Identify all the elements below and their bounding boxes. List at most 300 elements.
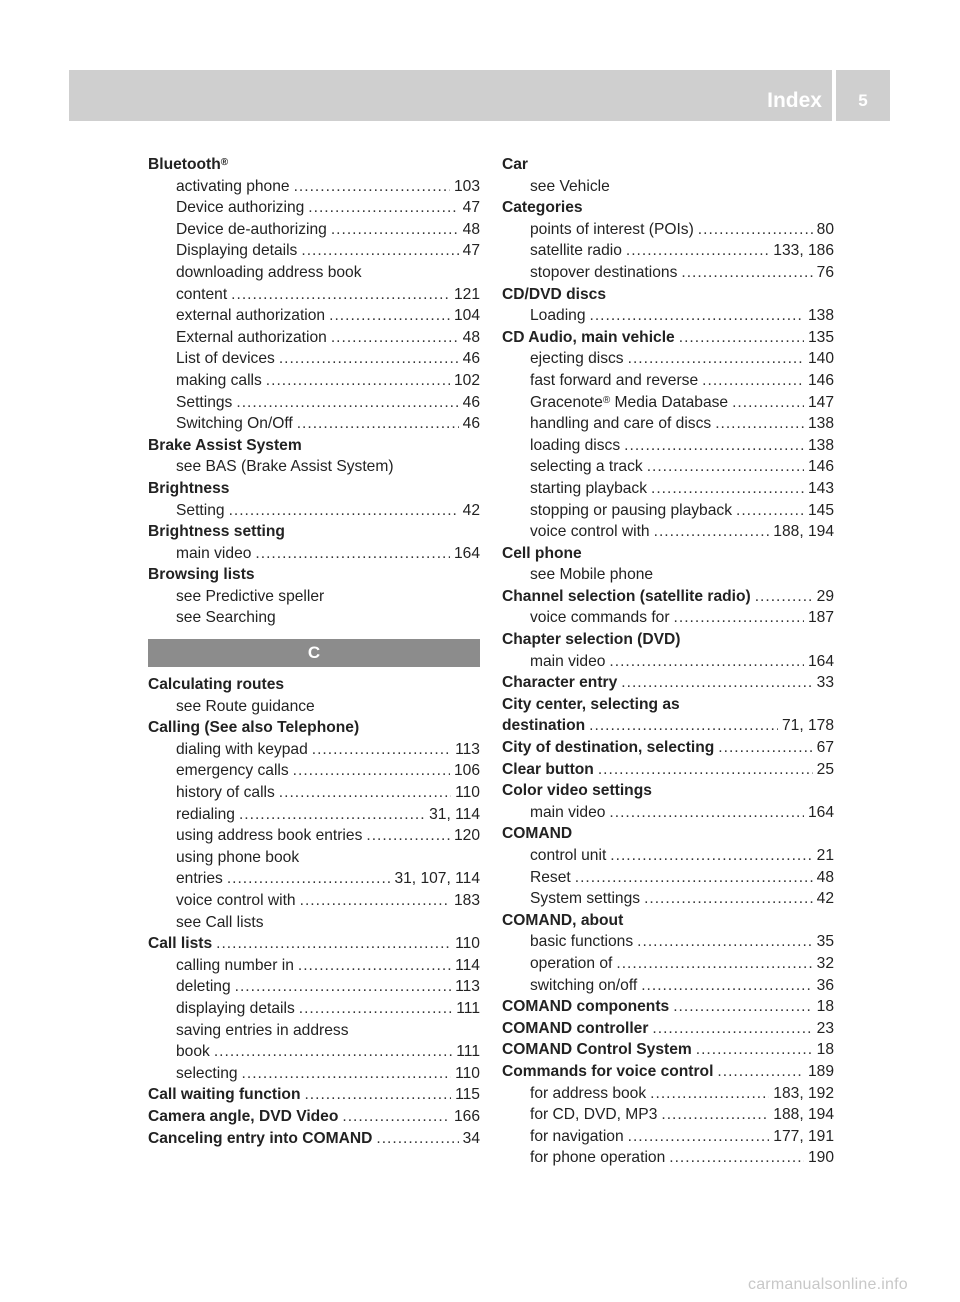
- entry-label: [530, 607, 670, 629]
- dot-leader: [609, 802, 804, 824]
- entry-text: CD Audio, main vehicle: [502, 328, 675, 346]
- index-subentry: [148, 760, 480, 782]
- page-reference: 110: [455, 935, 480, 953]
- index-entry: [148, 933, 480, 955]
- dot-leader: [331, 327, 459, 349]
- index-term: [502, 823, 834, 845]
- entry-text: Reset: [530, 868, 571, 886]
- index-subentry: [148, 586, 480, 608]
- entry-label: Cell phone: [502, 544, 582, 562]
- page-reference: 164: [807, 652, 834, 670]
- entry-text: Setting: [176, 501, 225, 519]
- index-subentry: [502, 305, 834, 327]
- index-subentry: [502, 262, 834, 284]
- entry-text: Gracenote: [530, 393, 603, 411]
- index-subentry: [502, 456, 834, 478]
- dot-leader: [661, 1104, 769, 1126]
- entry-label: Calling (See also Telephone): [148, 719, 360, 737]
- page-reference: 140: [807, 350, 834, 368]
- dot-leader: [300, 890, 450, 912]
- dot-leader: [616, 953, 812, 975]
- entry-label: [530, 888, 640, 910]
- index-subentry: [148, 197, 480, 219]
- entry-text: control unit: [530, 847, 607, 864]
- entry-label: [530, 1083, 646, 1105]
- index-subentry: [148, 868, 480, 890]
- entry-label: [148, 1106, 338, 1128]
- section-header: C: [148, 639, 480, 667]
- index-column-right: [502, 154, 834, 1169]
- entry-label: COMAND, about: [502, 911, 624, 929]
- index-entry: [502, 1018, 834, 1040]
- entry-label: [176, 804, 235, 826]
- index-entry: [502, 759, 834, 781]
- entry-label: [176, 348, 275, 370]
- entry-label: [176, 739, 308, 761]
- entry-text: Displaying details: [176, 242, 298, 260]
- dot-leader: [575, 867, 813, 889]
- dot-leader: [239, 804, 425, 826]
- page-reference: 25: [816, 760, 834, 778]
- index-subentry: [148, 976, 480, 998]
- index-entry: [502, 586, 834, 608]
- index-subentry: [148, 825, 480, 847]
- entry-text: Clear button: [502, 760, 594, 778]
- entry-text: activating phone: [176, 177, 290, 195]
- index-subentry: [148, 327, 480, 349]
- dot-leader: [755, 586, 813, 608]
- entry-label: [530, 305, 586, 327]
- entry-text: ejecting discs: [530, 350, 624, 368]
- entry-text: operation of: [530, 954, 613, 972]
- index-subentry: [148, 456, 480, 478]
- entry-label: see Call lists: [176, 913, 264, 931]
- dot-leader: [698, 219, 813, 241]
- page-reference: 146: [807, 458, 834, 476]
- entry-text: COMAND components: [502, 998, 670, 1016]
- page-reference: 189: [807, 1062, 834, 1080]
- page-reference: 110: [455, 1064, 480, 1082]
- index-subentry: [502, 1147, 834, 1169]
- entry-label: [530, 262, 677, 284]
- entry-label: [530, 1126, 624, 1148]
- index-subentry: [502, 521, 834, 543]
- index-subentry: [148, 1020, 480, 1042]
- entry-label: [502, 1018, 648, 1040]
- entry-text: stopping or pausing playback: [530, 501, 732, 519]
- entry-label: [176, 955, 294, 977]
- entry-text: dialing with keypad: [176, 740, 308, 758]
- dot-leader: [654, 521, 770, 543]
- dot-leader: [293, 760, 450, 782]
- dot-leader: [297, 413, 459, 435]
- entry-label: [176, 370, 262, 392]
- entry-label: [530, 931, 633, 953]
- page-reference: 35: [816, 933, 834, 951]
- entry-label: [502, 1039, 692, 1061]
- page-reference: 46: [462, 393, 480, 411]
- dot-leader: [376, 1128, 458, 1150]
- index-subentry: [148, 847, 480, 869]
- entry-label: see Route guidance: [176, 697, 315, 715]
- entry-text: Canceling entry into COMAND: [148, 1129, 373, 1147]
- page-reference: 113: [455, 740, 480, 758]
- entry-text: external authorization: [176, 307, 326, 325]
- dot-leader: [715, 413, 804, 435]
- index-subentry: [148, 696, 480, 718]
- entry-label: [176, 1041, 210, 1063]
- index-term: [502, 284, 834, 306]
- index-subentry: [148, 804, 480, 826]
- entry-label: Brake Assist System: [148, 436, 302, 454]
- index-subentry: [502, 500, 834, 522]
- entry-label: [530, 413, 711, 435]
- index-subentry: [502, 845, 834, 867]
- dot-leader: [717, 1061, 804, 1083]
- page-reference: 47: [462, 199, 480, 217]
- page-reference: 42: [816, 890, 834, 908]
- dot-leader: [673, 996, 812, 1018]
- index-subentry: [502, 413, 834, 435]
- index-subentry: [148, 305, 480, 327]
- dot-leader: [216, 933, 451, 955]
- dot-leader: [669, 1147, 804, 1169]
- entry-label: [176, 240, 297, 262]
- page-reference: 18: [816, 998, 834, 1016]
- page-reference: 21: [816, 847, 834, 864]
- entry-text: starting playback: [530, 479, 648, 497]
- entry-text: Device authorizing: [176, 199, 305, 217]
- page-reference: 183: [453, 892, 480, 909]
- entry-text: voice control with: [530, 523, 650, 541]
- entry-label: [530, 845, 606, 867]
- page-reference: 121: [453, 285, 480, 303]
- entry-label: Calculating routes: [148, 676, 285, 694]
- entry-label: [176, 197, 304, 219]
- entry-label: Car: [502, 156, 529, 173]
- page-reference: 115: [455, 1086, 480, 1104]
- index-subentry: [502, 176, 834, 198]
- index-subentry: [148, 1063, 480, 1085]
- dot-leader: [674, 607, 804, 629]
- page-reference: 31, 107, 114: [394, 870, 480, 888]
- entry-label: [176, 825, 362, 847]
- index-subentry: [502, 607, 834, 629]
- entry-text: Channel selection (satellite radio): [502, 587, 751, 605]
- page-reference: 190: [807, 1149, 834, 1167]
- dot-leader: [329, 305, 450, 327]
- page-reference: 138: [807, 415, 834, 433]
- index-term: [502, 629, 834, 651]
- entry-label: [530, 219, 694, 241]
- page-number: 5: [858, 91, 868, 110]
- page-reference: 113: [455, 978, 480, 996]
- entry-text: Loading: [530, 307, 586, 325]
- entry-label: [502, 759, 594, 781]
- page-reference: 183, 192: [773, 1084, 834, 1102]
- entry-label: [176, 305, 325, 327]
- page-reference: 76: [816, 263, 834, 281]
- entry-text: External authorization: [176, 328, 327, 346]
- entry-text: voice commands for: [530, 609, 670, 627]
- index-term: [148, 478, 480, 500]
- entry-text: Switching On/Off: [176, 415, 293, 433]
- entry-text: using address book entries: [176, 827, 363, 845]
- entry-text: Settings: [176, 393, 233, 411]
- index-subentry: [148, 890, 480, 912]
- index-term: [502, 543, 834, 565]
- page-reference: 71, 178: [781, 717, 834, 735]
- entry-text: selecting a track: [530, 458, 643, 476]
- index-subentry: [148, 782, 480, 804]
- entry-label: saving entries in address: [176, 1021, 349, 1039]
- entry-text: main video: [530, 803, 606, 821]
- entry-label: [176, 543, 251, 565]
- index-entry: [502, 715, 834, 737]
- entry-text: handling and care of discs: [530, 415, 712, 433]
- entry-label: City center, selecting as: [502, 695, 680, 713]
- entry-label: [176, 392, 232, 414]
- entry-label: [530, 1147, 665, 1169]
- index-subentry: [148, 219, 480, 241]
- entry-text: List of devices: [176, 350, 275, 368]
- entry-text: displaying details: [176, 999, 295, 1017]
- page-reference: 111: [456, 999, 480, 1017]
- page-reference: 29: [816, 587, 834, 605]
- page-reference: 138: [807, 307, 834, 325]
- entry-text: selecting: [176, 1064, 238, 1082]
- entry-label: [530, 953, 612, 975]
- entry-label: [176, 500, 225, 522]
- page-reference: 133, 186: [773, 242, 834, 260]
- page-reference: 166: [453, 1107, 480, 1125]
- entry-text: Camera angle, DVD Video: [148, 1107, 339, 1125]
- entry-label: [148, 933, 212, 955]
- index-subentry: [502, 1104, 834, 1126]
- dot-leader: [637, 931, 812, 953]
- entry-label: [530, 1104, 657, 1126]
- index-subentry: [502, 867, 834, 889]
- entry-label: [176, 760, 289, 782]
- dot-leader: [609, 651, 804, 673]
- page-reference: 48: [462, 328, 480, 346]
- index-subentry: [148, 739, 480, 761]
- entry-text: book: [176, 1043, 210, 1061]
- index-subentry: [148, 607, 480, 629]
- page-reference: 48: [816, 868, 834, 886]
- watermark: carmanualsonline.info: [748, 1276, 908, 1293]
- page-reference: 67: [816, 739, 834, 757]
- page-reference: 147: [807, 393, 834, 411]
- dot-leader: [679, 327, 804, 349]
- entry-label: see Searching: [176, 609, 276, 627]
- entry-text: Device de-authorizing: [176, 220, 327, 238]
- dot-leader: [279, 348, 459, 370]
- index-entry: [148, 1084, 480, 1106]
- index-entry: [502, 1039, 834, 1061]
- entry-text: deleting: [176, 978, 231, 996]
- entry-text: redialing: [176, 805, 235, 823]
- entry-text: content: [176, 285, 228, 303]
- index-subentry: [148, 413, 480, 435]
- entry-label: [530, 456, 643, 478]
- dot-leader: [644, 888, 813, 910]
- entry-text: stopover destinations: [530, 263, 678, 281]
- entry-label: [176, 782, 275, 804]
- entry-text: main video: [176, 544, 252, 562]
- entry-label: [176, 176, 290, 198]
- entry-label: [176, 1063, 238, 1085]
- entry-label: using phone book: [176, 848, 300, 866]
- page-title: Index: [767, 89, 822, 112]
- entry-text: satellite radio: [530, 242, 622, 260]
- index-subentry: [502, 931, 834, 953]
- entry-label: [530, 478, 647, 500]
- dot-leader: [366, 825, 450, 847]
- dot-leader: [628, 348, 804, 370]
- index-entry: [502, 737, 834, 759]
- dot-leader: [621, 672, 812, 694]
- index-subentry: [502, 564, 834, 586]
- page-reference: 33: [816, 674, 834, 692]
- entry-label: [176, 413, 293, 435]
- index-subentry: [148, 998, 480, 1020]
- index-subentry: [148, 262, 480, 284]
- index-subentry: [148, 955, 480, 977]
- dot-leader: [235, 976, 452, 998]
- entry-label: [530, 651, 605, 673]
- index-entry: [502, 996, 834, 1018]
- entry-text: Call lists: [148, 935, 213, 953]
- dot-leader: [342, 1106, 450, 1128]
- dot-leader: [298, 955, 451, 977]
- entry-text: points of interest (POIs): [530, 220, 694, 238]
- entry-label: [502, 672, 617, 694]
- dot-leader: [624, 435, 804, 457]
- dot-leader: [236, 392, 458, 414]
- entry-text: making calls: [176, 371, 262, 389]
- index-subentry: [148, 392, 480, 414]
- entry-label: [502, 1061, 713, 1083]
- trademark-mark: ®: [220, 157, 229, 168]
- entry-label: [176, 976, 231, 998]
- index-subentry: [502, 392, 834, 414]
- entry-label: [530, 867, 571, 889]
- dot-leader: [301, 240, 458, 262]
- entry-label: see Vehicle: [530, 177, 610, 195]
- index-subentry: [148, 348, 480, 370]
- entry-text: City of destination, selecting: [502, 739, 715, 757]
- index-term: [148, 564, 480, 586]
- dot-leader: [681, 262, 812, 284]
- entry-text: destination: [502, 717, 586, 735]
- index-subentry: [502, 1083, 834, 1105]
- entry-label: [176, 890, 296, 912]
- index-term: [148, 717, 480, 739]
- entry-label: [530, 370, 698, 392]
- index-subentry: [148, 240, 480, 262]
- entry-text: switching on/off: [530, 976, 638, 994]
- dot-leader: [590, 305, 804, 327]
- index-term: [502, 694, 834, 716]
- entry-label: [530, 802, 605, 824]
- dot-leader: [255, 543, 450, 565]
- dot-leader: [696, 1039, 813, 1061]
- index-entry: [502, 1061, 834, 1083]
- entry-text: emergency calls: [176, 762, 289, 780]
- dot-leader: [242, 1063, 452, 1085]
- page-reference: 188, 194: [773, 1106, 834, 1124]
- entry-text: System settings: [530, 890, 641, 908]
- entry-label: Chapter selection (DVD): [502, 631, 681, 649]
- index-subentry: [502, 802, 834, 824]
- dot-leader: [589, 715, 778, 737]
- page-reference: 18: [816, 1041, 834, 1059]
- entry-text: history of calls: [176, 784, 275, 802]
- entry-label: see Predictive speller: [176, 587, 325, 605]
- entry-label: [148, 1084, 300, 1106]
- index-subentry: [502, 370, 834, 392]
- entry-text: COMAND controller: [502, 1019, 649, 1037]
- entry-label: Bluetooth: [148, 156, 221, 173]
- index-subentry: [502, 888, 834, 910]
- entry-label: [176, 219, 327, 241]
- dot-leader: [279, 782, 451, 804]
- entry-text: COMAND Control System: [502, 1041, 692, 1059]
- page-reference: 120: [453, 827, 480, 845]
- page-reference: 164: [453, 544, 480, 562]
- trademark-mark: ®: [602, 394, 611, 406]
- entry-text: loading discs: [530, 436, 621, 454]
- index-subentry: [148, 543, 480, 565]
- page-reference: 177, 191: [773, 1127, 834, 1145]
- dot-leader: [304, 1084, 451, 1106]
- page-reference: 48: [462, 220, 480, 238]
- entry-text: calling number in: [176, 956, 294, 974]
- index-subentry: [148, 370, 480, 392]
- index-subentry: [148, 500, 480, 522]
- page-reference: 31, 114: [429, 805, 480, 823]
- index-term: [148, 154, 480, 176]
- page-reference: 187: [807, 609, 834, 627]
- entry-label: [176, 998, 295, 1020]
- dot-leader: [331, 219, 459, 241]
- index-entry: [502, 672, 834, 694]
- index-subentry: [148, 176, 480, 198]
- index-term: [502, 780, 834, 802]
- dot-leader: [732, 392, 804, 414]
- entry-text: for address book: [530, 1084, 647, 1102]
- index-subentry: [502, 953, 834, 975]
- entry-text: fast forward and reverse: [530, 371, 699, 389]
- entry-label: see Mobile phone: [530, 566, 654, 584]
- page-reference: 146: [807, 371, 834, 389]
- entry-label: Brightness: [148, 479, 230, 497]
- index-term: [148, 435, 480, 457]
- dot-leader: [651, 478, 804, 500]
- page-reference: 114: [455, 956, 480, 974]
- page-reference: 46: [462, 415, 480, 433]
- index-term: [148, 521, 480, 543]
- entry-text: for phone operation: [530, 1149, 666, 1167]
- entry-label: [148, 1128, 372, 1150]
- entry-label: CD/DVD discs: [502, 285, 606, 303]
- dot-leader: [702, 370, 804, 392]
- dot-leader: [214, 1041, 452, 1063]
- entry-label: [176, 284, 227, 306]
- dot-leader: [598, 759, 813, 781]
- entry-text: Character entry: [502, 674, 618, 692]
